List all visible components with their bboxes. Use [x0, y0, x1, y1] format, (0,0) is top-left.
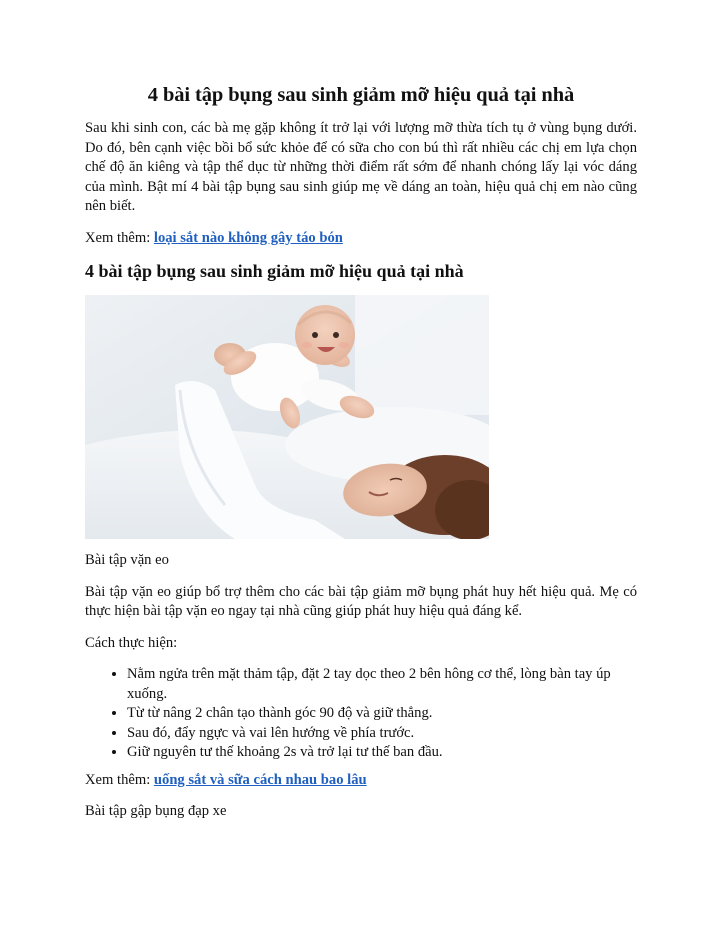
see-also-1 — [85, 229, 637, 249]
exercise-1-title: Bài tập vặn eo — [85, 552, 169, 568]
see-also-2 — [85, 771, 637, 791]
mother-baby-photo — [85, 295, 489, 539]
list-item: • Từ từ nâng 2 chân tạo thành góc 90 độ và giữ thẳng. — [127, 704, 637, 724]
exercise-2-title: Bài tập gập bụng đạp xe — [85, 803, 227, 819]
steps-list — [85, 665, 637, 763]
see-also-prefix: Xem thêm: — [85, 771, 154, 788]
list-item: • Nằm ngửa trên mặt thảm tập, đặt 2 tay dọc theo 2 bên hông cơ thể, lòng bàn tay úp xuống. — [127, 665, 637, 704]
page-title: 4 bài tập bụng sau sinh giảm mỡ hiệu quả tại nhà — [147, 84, 575, 106]
see-also-link-iron[interactable]: loại sắt nào không gây táo bón — [153, 229, 343, 246]
see-also-link-iron-milk[interactable]: uống sắt và sữa cách nhau bao lâu — [153, 771, 367, 788]
intro-paragraph: Sau khi sinh con, các bà mẹ gặp không ít trở lại với lượng mỡ thừa tích tụ ở vùng bụng dưới. Do đó, bên cạnh việc bồi bổ sức khỏe để có sữa cho con bú thì rất nhiều các chị em lựa chọn chế độ ăn kiêng và tập thể dục từ những thời điểm rất sớm để nhanh chóng lấy lại vóc dáng của mình. Bật mí 4 bài tập bụng sau sinh giúp mẹ về dáng an toàn, hiệu quả chị em nào cũng nên biết. — [85, 120, 637, 214]
howto-label: Cách thực hiện: — [85, 634, 178, 651]
section-heading: 4 bài tập bụng sau sinh giảm mỡ hiệu quả tại nhà — [85, 261, 464, 281]
list-item: • Sau đó, đẩy ngực và vai lên hướng về phía trước. — [127, 724, 637, 744]
list-item: • Giữ nguyên tư thế khoảng 2s và trở lại tư thế ban đầu. — [127, 743, 637, 763]
article — [85, 82, 637, 834]
exercise-1-description: Bài tập vặn eo giúp bổ trợ thêm cho các bài tập giảm mỡ bụng phát huy hết hiệu quả. Mẹ có thực hiện bài tập vặn eo ngay tại nhà cũng giúp phát huy hiệu quả đáng kể. — [85, 583, 637, 619]
see-also-prefix: Xem thêm: — [85, 229, 154, 246]
